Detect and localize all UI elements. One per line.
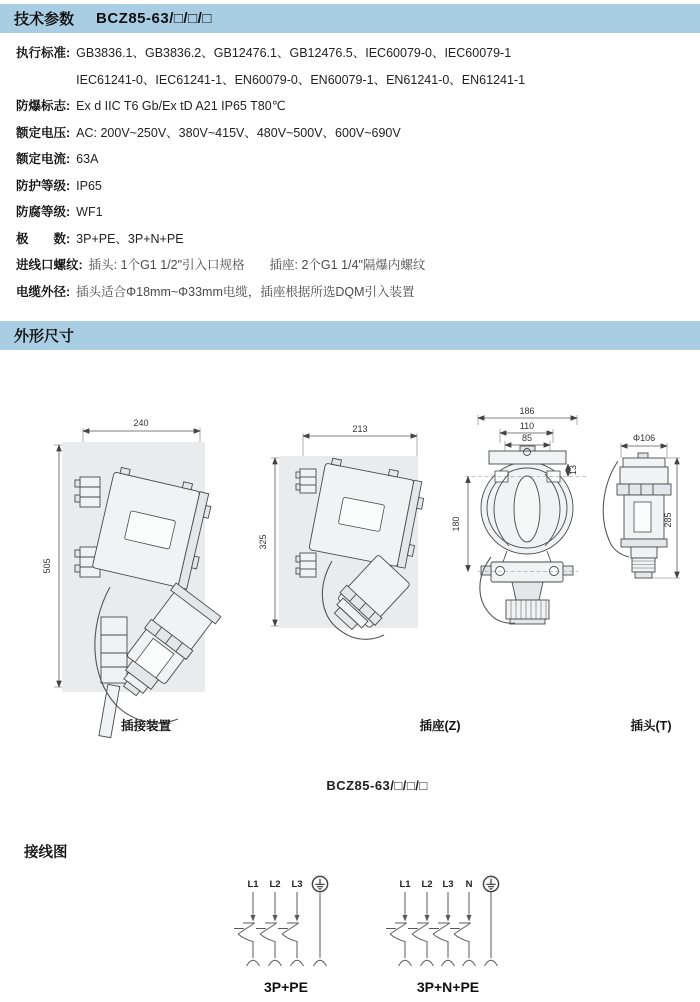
socket-front-cover: [514, 476, 540, 542]
drawing-socket-front: [451, 406, 587, 624]
spec-row-poles: 极 数: 3P+PE、3P+N+PE: [16, 231, 184, 246]
wiring-diagram-3p-pe: [234, 876, 328, 995]
dim-front-outer: 186: [519, 406, 535, 416]
section-title-outline-dims: 外形尺寸: [14, 328, 75, 345]
spec-value: [76, 40, 525, 93]
dim-front-mid: 110: [519, 421, 535, 431]
caption-assembly: 插接装置: [120, 719, 172, 733]
drawing-socket-side: [258, 424, 428, 639]
wiring-pole: [234, 892, 260, 966]
wiring-pole: [386, 892, 412, 966]
drawing-assembly: [42, 418, 221, 738]
model-code: BCZ85-63/□/□/□: [96, 10, 212, 27]
earth-ground-icon: [483, 876, 498, 891]
spec-table: [16, 40, 686, 305]
wire-label: L2: [269, 879, 281, 890]
spec-row-standards: [16, 40, 686, 93]
outline-dims-header-bar: [0, 321, 700, 350]
dim-assembly-height: 505: [42, 558, 52, 574]
section-title-wiring: 接线图: [24, 845, 68, 861]
spec-row-corrosion: 防腐等级: WF1: [16, 205, 103, 219]
spec-row-ex-mark: 防爆标志: Ex d IIC T6 Gb/Ex tD A21 IP65 T80℃: [16, 99, 286, 113]
wiring-pole: [450, 892, 476, 966]
spec-row-inlet-thread: 进线口螺纹: 插头: 1个G1 1/2"引入口规格 插座: 2个G1 1/4"隔爆内螺纹: [16, 258, 426, 272]
wiring-pole: [256, 892, 282, 966]
socket-front-gland: [506, 600, 549, 624]
drawing-plug-side: [603, 433, 680, 578]
socket-front-top-plate: [489, 451, 566, 464]
outline-model-caption: BCZ85-63/□/□/□: [326, 778, 428, 793]
assembly-back-plate: [99, 684, 120, 737]
dim-front-inner: 85: [521, 433, 533, 443]
wire-label: L1: [247, 879, 259, 890]
wire-label: N: [465, 879, 473, 890]
wire-label: L2: [421, 879, 433, 890]
spec-row-ip-rating: 防护等级: IP65: [16, 178, 102, 193]
dim-plug-diameter: Φ106: [632, 433, 656, 443]
dim-front-tab: 13: [568, 464, 578, 476]
caption-socket: 插座(Z): [419, 719, 461, 733]
dim-plug-height: 285: [663, 512, 673, 528]
spec-value-line2: IEC61241-0、IEC61241-1、EN60079-0、EN60079-1、EN61241-0、EN61241-1: [76, 72, 526, 87]
outline-drawings-svg: [0, 395, 700, 740]
section-title-tech-params: 技术参数: [14, 11, 75, 28]
wiring-earth-pole: [314, 892, 327, 966]
wiring-earth-pole: [485, 892, 498, 966]
assembly-hinge: [101, 617, 127, 683]
spec-value-line1: GB3836.1、GB3836.2、GB12476.1、GB12476.5、IEC60079-0、IEC60079-1: [76, 46, 512, 60]
socket-front-clamp: [481, 562, 573, 582]
dim-socket-width: 213: [352, 424, 368, 434]
spec-row-cable-diameter: 电缆外径: 插头适合Φ18mm~Φ33mm电缆，插座根据所选DQM引入装置: [16, 284, 415, 299]
wire-label: L3: [291, 879, 303, 890]
wire-label: L1: [399, 879, 411, 890]
spec-row-rated-current: 额定电流: 63A: [16, 152, 99, 166]
spec-label: 执行标准:: [16, 46, 71, 60]
wiring-diagrams-svg: [0, 870, 700, 1002]
earth-ground-icon: [312, 876, 327, 891]
dim-socket-height: 325: [258, 534, 268, 550]
wiring-caption-3p-pe: 3P+PE: [264, 979, 308, 995]
wiring-caption-3p-n-pe: 3P+N+PE: [416, 979, 480, 995]
caption-plug: 插头(T): [630, 719, 672, 733]
wiring-diagram-3p-n-pe: [386, 876, 499, 995]
spec-row-rated-voltage: 额定电压: AC: 200V~250V、380V~415V、480V~500V、600V~690V: [16, 125, 401, 140]
dim-assembly-width: 240: [133, 418, 149, 428]
wire-label: L3: [442, 879, 454, 890]
wiring-pole: [278, 892, 304, 966]
tech-params-header-bar: [0, 4, 700, 33]
dim-front-body: 180: [451, 516, 461, 532]
